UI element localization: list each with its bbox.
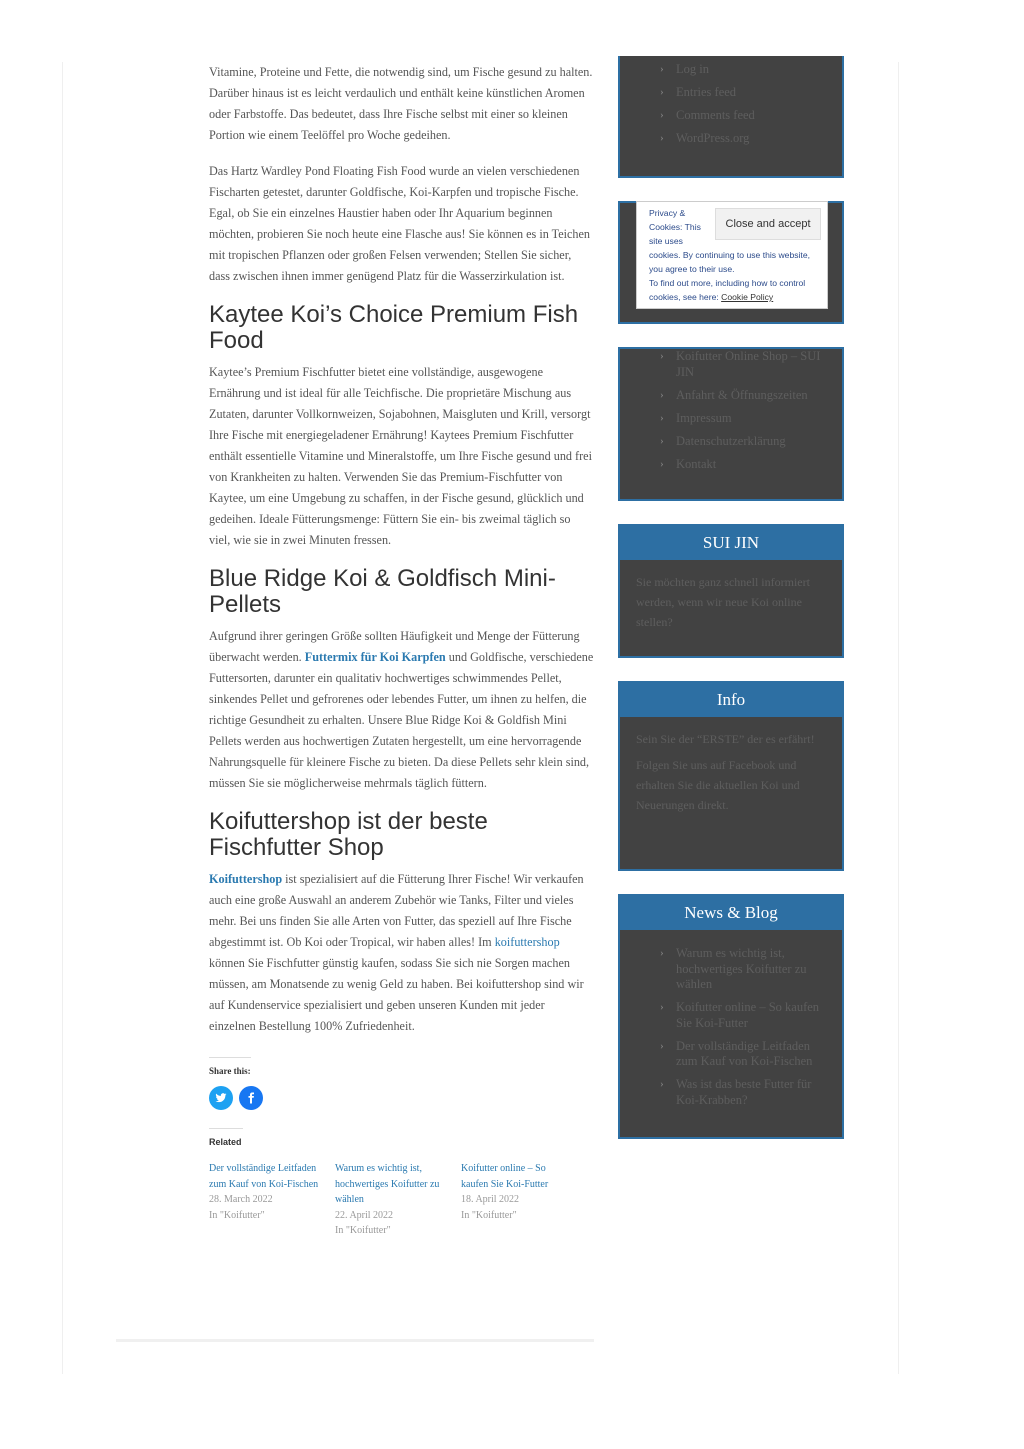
heading-kaytee: Kaytee Koi’s Choice Premium Fish Food [209,301,579,354]
news-item[interactable] [620,1000,842,1031]
chevron-right-icon: › [660,86,664,98]
page-item-label: Impressum [676,410,732,425]
meta-item-label: Log in [676,62,709,76]
twitter-icon [215,1092,227,1104]
widget-title: SUI JIN [620,526,842,560]
page-frame-left [62,62,63,1374]
text: und Goldfische, verschiedene Futtersorten, darunter ein qualitativ hochwertiges schwimmendes Pellet, sinkendes Pellet und gefrorenes oder lebendes Futter, um ihnen zu helfen, die richtige Gesundheit zu erhalten. Unsere Blue Ridge Koi & Goldfish Mini Pellets werden aus hochwertigen Zutaten hergestellt, um eine hervorragende Nahrungsquelle für kleinere Fische zu bieten. Da diese Pellets sehr klein sind, müssen Sie sie möglicherweise mehrmals täglich füttern. [209,650,594,790]
chevron-right-icon: › [660,132,664,144]
meta-item-label: Comments feed [676,108,755,122]
news-item[interactable] [620,946,842,993]
widget-text: Folgen Sie uns auf Facebook und erhalten Sie die aktuellen Koi und Neuerungen direkt. [636,758,800,812]
article-content [209,62,594,1239]
news-item-label: Warum es wichtig ist, hochwertiges Koifutter zu wählen [676,946,807,991]
widget-pages [618,347,844,501]
paragraph: Kaytee’s Premium Fischfutter bietet eine vollständige, ausgewogene Ernährung und ist ideal für alle Teichfische. Die proprietäre Mischung aus Zutaten, darunter Vollkornweizen, Sojabohnen, Maisgluten und Krill, versorgt Ihre Fische mit energiegeladener Ernährung! Kaytees Premium Fischfutter enthält essentielle Vitamine und Mineralstoffe, um Ihre Fische gesund und frei von Krankheiten zu halten. Verwenden Sie das Premium-Fischfutter von Kaytee, um eine Umgebung zu schaffen, in der Fische gesund, glücklich und gedeihen. Ideale Fütterungsmenge: Füttern Sie ein- bis zweimal täglich so viel, wie sie in zwei Minuten fressen. [209,365,592,547]
meta-item-login[interactable] [620,62,842,78]
twitter-share-button[interactable] [209,1086,233,1110]
related-post-date: 28. March 2022 [209,1194,273,1205]
page-item-anfahrt[interactable] [620,388,842,404]
cookie-banner [636,201,828,309]
pages-list [620,349,842,472]
chevron-right-icon: › [660,457,664,470]
text: können Sie Fischfutter günstig kaufen, sodass Sie sich nie Sorgen machen müssen, am Monatsende zu wenig Geld zu haben. Bei koifuttershop sind wir auf Kundenservice spezialisiert und geben unseren Kunden mit jeder einzelnen Bestellung 100% Zufriedenheit. [209,956,584,1033]
chevron-right-icon: › [660,947,664,959]
paragraph: Das Hartz Wardley Pond Floating Fish Food wurde an vielen verschiedenen Fischarten getestet, darunter Goldfische, Koi-Karpfen und tropische Fische. Egal, ob Sie ein einzelnes Haustier haben oder Ihr Aquarium beginnen möchten, probieren Sie noch heute eine Flasche aus! Sie können es in Teichen mit tropischen Pflanzen oder großen Felsen verwenden; Stellen Sie sicher, dass zwischen ihnen immer genügend Platz für die Wasserzirkulation ist. [209,164,591,283]
page-item-label: Kontakt [676,456,717,471]
text: Aufgrund ihrer geringen Größe sollten Häufigkeit und Menge der Fütterung überwacht werden. [209,629,580,664]
related-post [335,1161,445,1239]
page-item-datenschutz[interactable] [620,434,842,450]
news-item[interactable] [620,1077,842,1108]
related-post [209,1161,319,1239]
page-item-label: Anfahrt & Öffnungszeiten [676,387,808,402]
news-item-label: Was ist das beste Futter für Koi-Krabben? [676,1077,812,1107]
news-list [620,930,842,1108]
related-post-link[interactable]: Der vollständige Leitfaden zum Kauf von Koi-Fischen [209,1163,319,1190]
page-frame-right [898,62,899,1374]
footer-divider [116,1339,594,1342]
close-and-accept-button[interactable]: Close and accept [715,208,821,240]
related-posts [209,1161,594,1239]
chevron-right-icon: › [660,1001,664,1013]
widget-info [618,681,844,871]
news-item-label: Der vollständige Leitfaden zum Kauf von Koi-Fischen [676,1038,813,1068]
related-post-link[interactable]: Warum es wichtig ist, hochwertiges Koifutter zu wählen [335,1163,440,1205]
chevron-right-icon: › [660,63,664,75]
heading-blue-ridge: Blue Ridge Koi & Goldfisch Mini-Pellets [209,565,556,618]
chevron-right-icon: › [660,350,664,362]
related-title: Related [209,1128,243,1147]
page-item-label: Koifutter Online Shop – SUI JIN [676,349,821,379]
chevron-right-icon: › [660,388,664,401]
chevron-right-icon: › [660,1078,664,1090]
meta-item-label: Entries feed [676,85,737,99]
chevron-right-icon: › [660,1039,664,1052]
meta-item-comments-feed[interactable] [620,108,842,124]
meta-item-wordpress-org[interactable] [620,131,842,147]
widget-meta [618,56,844,178]
related-post-category: In "Koifutter" [209,1209,265,1221]
cookie-text-a: Privacy & Cookies: This site uses [649,208,701,246]
widget-text: Sie möchten ganz schnell informiert werden, wenn wir neue Koi online stellen? [636,575,810,629]
widget-sui-jin [618,524,844,658]
related-post-date: 18. April 2022 [461,1194,520,1205]
facebook-icon [245,1092,257,1104]
cookie-text-b: cookies. By continuing to use this website, you agree to their use. [649,250,810,274]
news-item[interactable] [620,1039,842,1070]
widget-title: Info [620,683,842,717]
meta-list [620,56,842,147]
related-post [461,1161,571,1239]
page-item-impressum[interactable] [620,411,842,427]
related-post-link[interactable]: Koifutter online – So kaufen Sie Koi-Futter [461,1163,549,1190]
page-item-label: Datenschutzerklärung [676,433,786,448]
koifuttershop-link[interactable]: Koifuttershop [209,872,283,886]
meta-item-entries-feed[interactable] [620,85,842,101]
paragraph [209,626,594,794]
meta-item-label: WordPress.org [676,131,750,145]
text: ist spezialisiert auf die Fütterung Ihrer Fische! Wir verkaufen auch eine große Auswahl an anderem Zubehör wie Tanks, Filter und vieles mehr. Bei uns finden Sie alle Arten von Futter, das speziell auf Ihre Fische abgestimmt ist. Ob Koi oder Tropical, wir haben alles! Im [209,872,584,949]
facebook-share-button[interactable] [239,1086,263,1110]
koifuttershop-link-2[interactable]: koifuttershop [494,935,560,949]
related-post-date: 22. April 2022 [335,1209,394,1221]
page-item-shop[interactable] [620,349,842,380]
cookie-policy-link[interactable]: Cookie Policy [721,292,774,302]
paragraph: Vitamine, Proteine und Fette, die notwendig sind, um Fische gesund zu halten. Darüber hinaus ist es leicht verdaulich und enthält keine künstlichen Aromen oder Farbstoffe. Das bedeutet, dass Ihre Fische selbst mit einer so kleinen Portion wie einem Teelöffel pro Woche gedeihen. [209,65,593,142]
page-item-kontakt[interactable] [620,457,842,473]
heading-shop: Koifuttershop ist der beste Fischfutter Shop [209,808,488,861]
share-title: Share this: [209,1057,251,1076]
widget-title: News & Blog [620,896,842,930]
related-post-category: In "Koifutter" [461,1209,517,1221]
related-post-category: In "Koifutter" [335,1225,391,1236]
chevron-right-icon: › [660,109,664,121]
paragraph [209,869,594,1037]
chevron-right-icon: › [660,434,664,447]
share-buttons [209,1086,594,1110]
cookie-text-c [649,276,821,304]
news-item-label: Koifutter online – So kaufen Sie Koi-Futter [676,1000,820,1030]
futtermix-link[interactable]: Futtermix für Koi Karpfen [304,650,446,664]
cookie-text-c-label: To find out more, including how to control cookies, see here: [649,278,806,302]
chevron-right-icon: › [660,411,664,424]
widget-news-blog [618,894,844,1139]
widget-text: Sein Sie der “ERSTE” der es erfährt! [636,732,815,746]
